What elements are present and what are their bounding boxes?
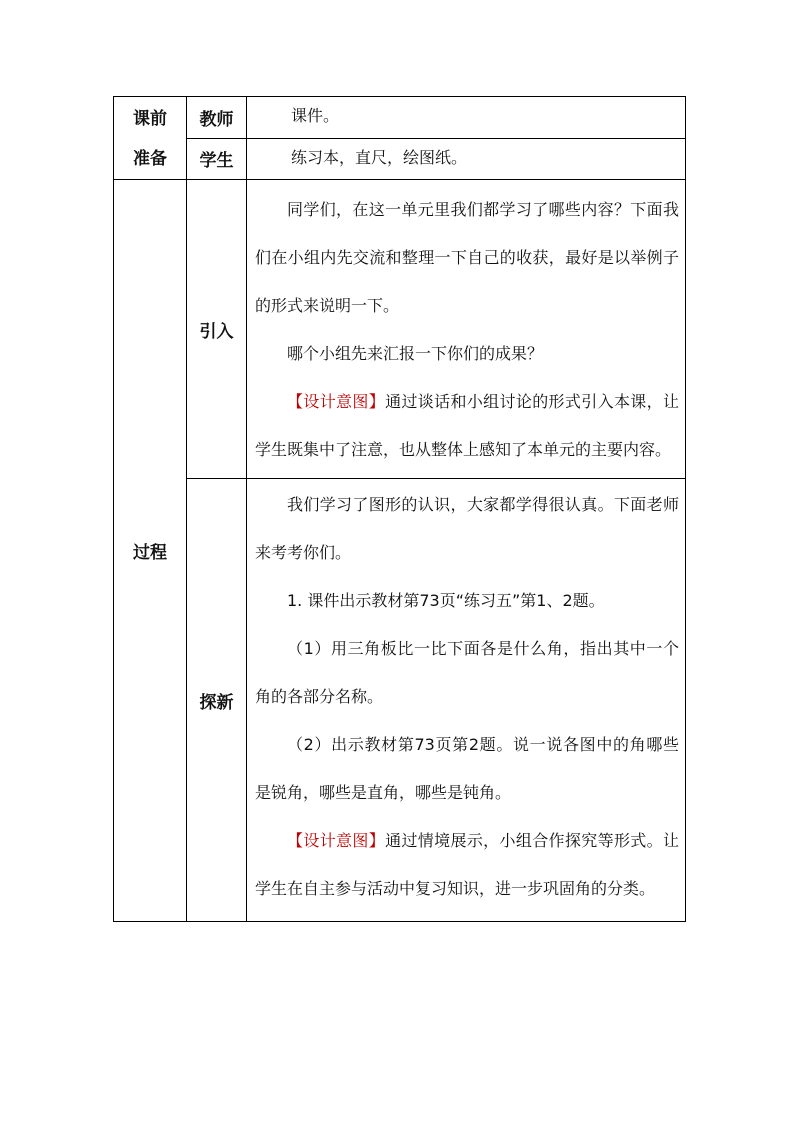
lesson-plan-table bbox=[113, 96, 686, 922]
explore-content bbox=[247, 479, 686, 922]
process-label: 过程 bbox=[114, 180, 187, 922]
student-materials: 练习本，直尺，绘图纸。 bbox=[247, 138, 686, 180]
explore-paragraph-4: （2）出示教材第73页第2题。说一说各图中的角哪些是锐角，哪些是直角，哪些是钝角。 bbox=[255, 735, 679, 802]
teacher-materials: 课件。 bbox=[247, 97, 686, 139]
student-label: 学生 bbox=[187, 138, 247, 180]
intro-label: 引入 bbox=[187, 180, 247, 479]
intro-content bbox=[247, 180, 686, 479]
intro-paragraph-1: 同学们，在这一单元里我们都学习了哪些内容？下面我们在小组内先交流和整理一下自己的收获，最好是以举例子的形式来说明一下。 bbox=[255, 200, 679, 315]
explore-row bbox=[114, 479, 686, 922]
prep-label-cell bbox=[114, 97, 187, 180]
explore-paragraph-3: （1）用三角板比一比下面各是什么角，指出其中一个角的各部分名称。 bbox=[255, 639, 679, 706]
explore-label: 探新 bbox=[187, 479, 247, 922]
explore-paragraph-1: 我们学习了图形的认识，大家都学得很认真。下面老师来考考你们。 bbox=[255, 495, 679, 562]
explore-paragraph-2: 1. 课件出示教材第73页“练习五”第1、2题。 bbox=[287, 591, 605, 610]
teacher-label: 教师 bbox=[187, 97, 247, 139]
design-intent-text: 通过情境展示，小组合作探究等形式。让学生在自主参与活动中复习知识，进一步巩固角的分类。 bbox=[255, 831, 679, 898]
design-intent-tag: 【设计意图】 bbox=[287, 831, 386, 850]
intro-row bbox=[114, 180, 686, 479]
prep-label-line1: 课前 bbox=[133, 109, 167, 129]
design-intent-tag: 【设计意图】 bbox=[287, 392, 386, 411]
prep-teacher-row bbox=[114, 97, 686, 139]
prep-label-line2: 准备 bbox=[133, 149, 167, 169]
intro-design-note bbox=[255, 378, 679, 474]
design-intent-text: 通过谈话和小组讨论的形式引入本课，让学生既集中了注意，也从整体上感知了本单元的主要内容。 bbox=[255, 392, 679, 459]
prep-student-row bbox=[114, 138, 686, 180]
intro-paragraph-2: 哪个小组先来汇报一下你们的成果？ bbox=[287, 344, 544, 363]
explore-design-note bbox=[255, 817, 679, 913]
